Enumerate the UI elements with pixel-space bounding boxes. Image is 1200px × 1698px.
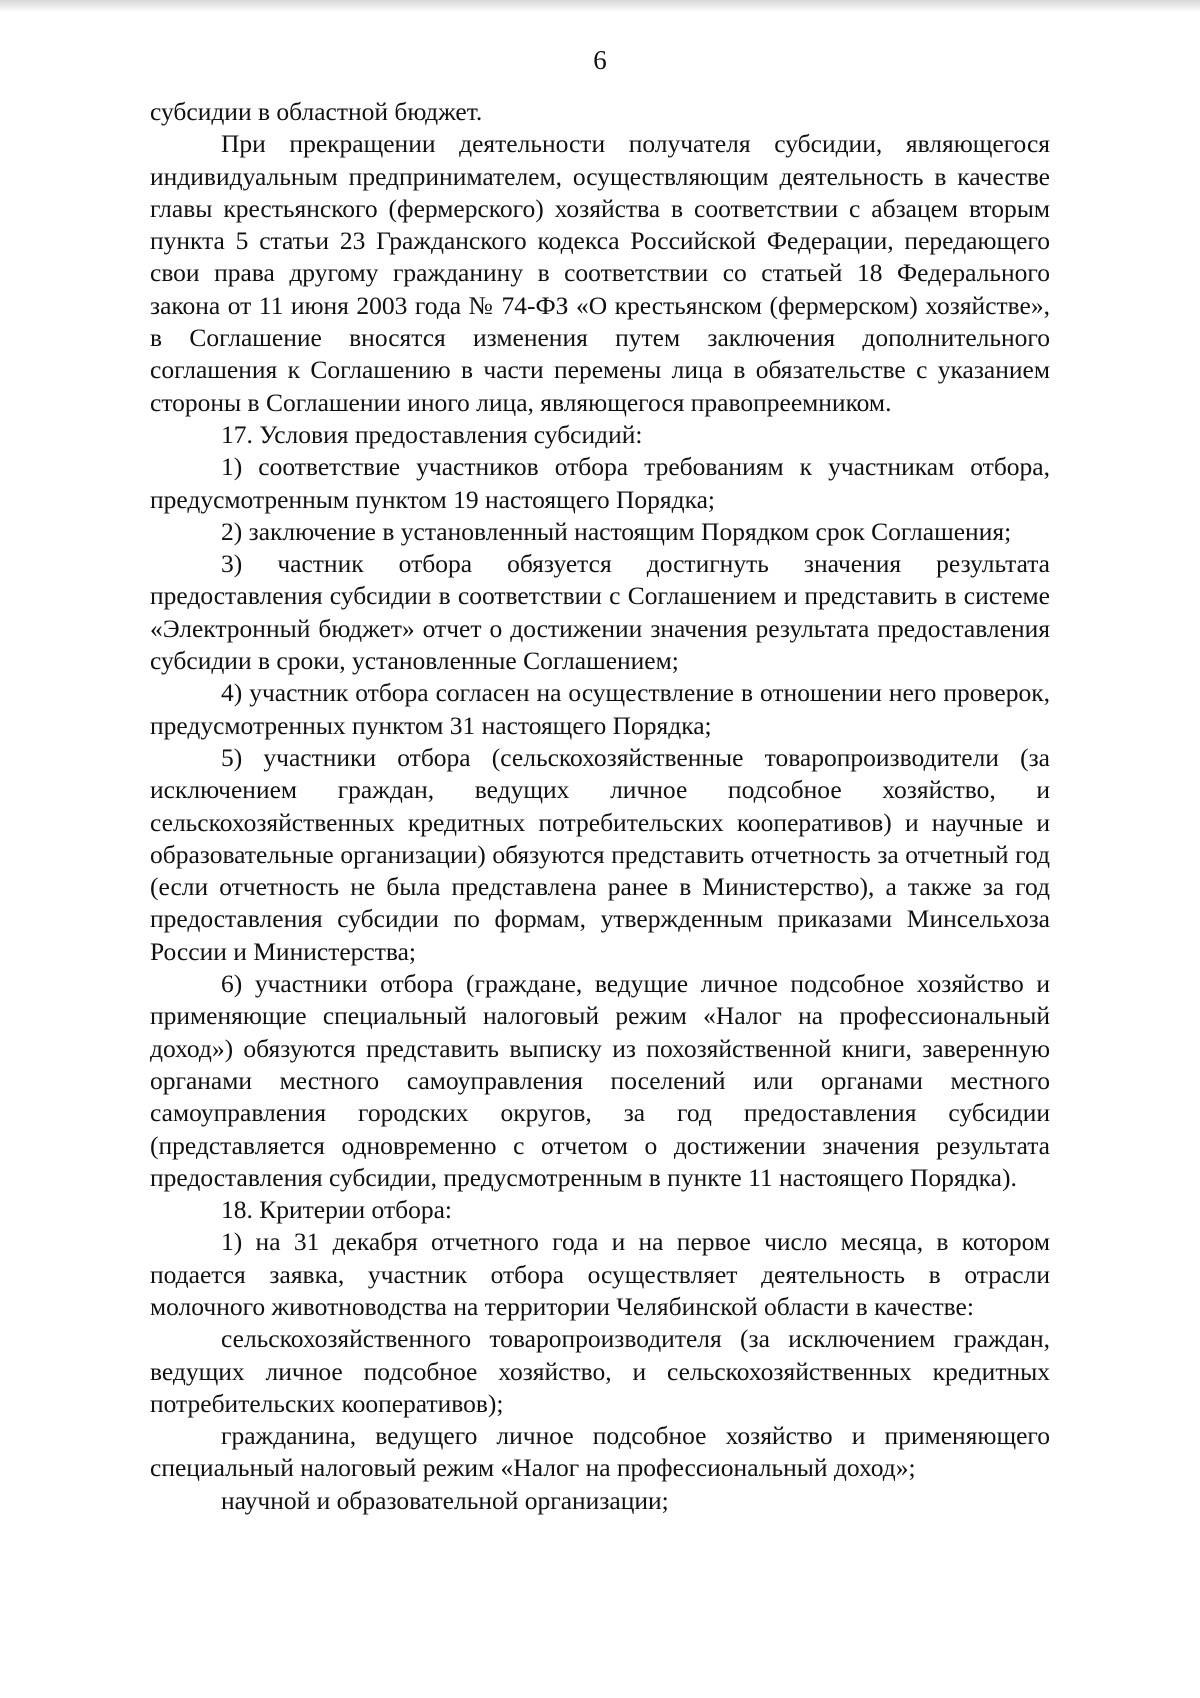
document-body — [150, 96, 1050, 1517]
paragraph-14: научной и образовательной организации; — [221, 1485, 669, 1515]
paragraph-6: 3) частник отбора обязуется достигнуть значения результата предоставления субсидии в соответствии с Соглашением и представить в системе «Электронный бюджет» отчет о достижении значения результата предоставления субсидии в сроки, установленные Соглашением; — [150, 549, 1050, 676]
paragraph-1: субсидии в областной бюджет. — [150, 97, 483, 126]
paragraph-10: 18. Критерии отбора: — [221, 1195, 452, 1225]
paragraph-7: 4) участник отбора согласен на осуществление в отношении него проверок, предусмотренных пунктом 31 настоящего Порядка; — [150, 678, 1050, 740]
scan-edge — [0, 0, 1200, 12]
paragraph-5: 2) заключение в установленный настоящим Порядком срок Соглашения; — [221, 516, 1012, 546]
paragraph-8: 5) участники отбора (сельскохозяйственные товаропроизводители (за исключением граждан, ведущих личное подсобное хозяйство, и сельскохозяйственных кредитных потребительских кооперативов) и научные и образовательные организации) обязуются представить отчетность за отчетный год (если отчетность не была представлена ранее в Министерство), а также за год предоставления субсидии по формам, утвержденным приказами Минсельхоза России и Министерства; — [150, 742, 1050, 966]
paragraph-4: 1) соответствие участников отбора требованиям к участникам отбора, предусмотренным пунктом 19 настоящего Порядка; — [150, 452, 1050, 514]
paragraph-2: При прекращении деятельности получателя субсидии, являющегося индивидуальным предпринимателем, осуществляющим деятельность в качестве главы крестьянского (фермерского) хозяйства в соответствии с абзацем вторым пункта 5 статьи 23 Гражданского кодекса Российской Федерации, передающего свои права другому гражданину в соответствии со статьей 18 Федерального закона от 11 июня 2003 года № 74-ФЗ «О крестьянском (фермерском) хозяйстве», в Соглашение вносятся изменения путем заключения дополнительного соглашения к Соглашению в части перемены лица в обязательстве с указанием стороны в Соглашении иного лица, являющегося правопреемником. — [150, 129, 1050, 417]
paragraph-11: 1) на 31 декабря отчетного года и на первое число месяца, в котором подается заявка, участник отбора осуществляет деятельность в отрасли молочного животноводства на территории Челябинской области в качестве: — [150, 1227, 1050, 1321]
paragraph-9: 6) участники отбора (граждане, ведущие личное подсобное хозяйство и применяющие специальный налоговый режим «Налог на профессиональный доход») обязуются представить выписку из похозяйственной книги, заверенную органами местного самоуправления поселений или органами местного самоуправления городских округов, за год предоставления субсидии (представляется одновременно с отчетом о достижении значения результата предоставления субсидии, предусмотренным в пункте 11 настоящего Порядка). — [150, 969, 1050, 1192]
paragraph-12: сельскохозяйственного товаропроизводителя (за исключением граждан, ведущих личное подсобное хозяйство, и сельскохозяйственных кредитных потребительских кооперативов); — [150, 1324, 1050, 1418]
page-number: 6 — [593, 45, 607, 75]
paragraph-3: 17. Условия предоставления субсидий: — [221, 419, 643, 449]
paragraph-13: гражданина, ведущего личное подсобное хозяйство и применяющего специальный налоговый режим «Налог на профессиональный доход»; — [150, 1421, 1050, 1483]
